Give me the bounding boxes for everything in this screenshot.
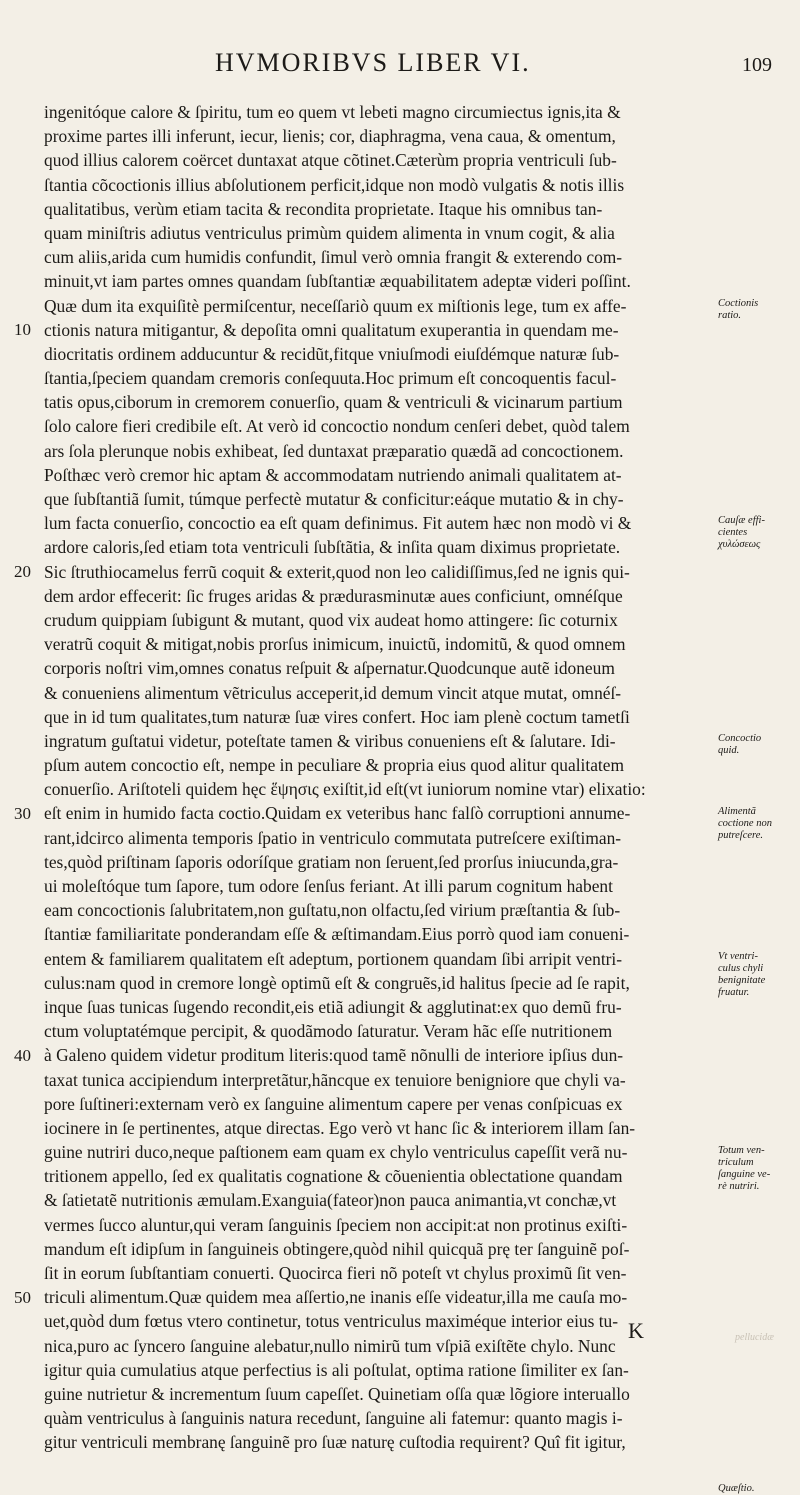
margin-note — [718, 515, 798, 551]
margin-note-line: triculum — [718, 1156, 754, 1168]
text-line: que ſubſtantiã ſumit, túmque perfectè mutatur & conficitur:eáque mutatio & in chy- — [44, 489, 624, 509]
margin-note-line: putreſcere. — [718, 829, 763, 841]
margin-note-line: fruatur. — [718, 987, 750, 998]
text-line: Sic ſtruthiocamelus ferrũ coquit & exterit,quod non leo calidiſſimus,ſed ne ignis qui- — [44, 561, 630, 582]
text-line: ſolo calore fieri credibile eſt. At verò id concoctio nondum cenſeri debet, quòd talem — [44, 416, 630, 437]
text-line: diocritatis ordinem adducuntur & recidũt,fitque vniuſmodi eiuſdémque naturæ ſub- — [44, 343, 620, 364]
margin-note-line: ratio. — [718, 309, 742, 321]
line-number: 20 — [14, 561, 31, 581]
running-header: HVMORIBVS LIBER VI. — [215, 48, 531, 77]
text-line: triculi alimentum.Quæ quidem mea aſſertio,ne inanis eſſe videatur,illa me cauſa mo- — [44, 1287, 628, 1308]
text-line: tatis opus,ciborum in cremorem conuerſio, quam & ventriculi & vicinarum partium — [44, 392, 623, 413]
text-line: proxime partes illi inferunt, iecur, lienis; cor, diaphragma, vena caua, & omentum, — [44, 126, 616, 147]
text-line: quod illius calorem coërcet duntaxat atque cõtinet.Cæterùm propria ventriculi ſub- — [44, 150, 617, 171]
text-line: minuit,vt iam partes omnes quandam ſubſtantiæ æquabilitatem adeptæ videri poſſint. — [44, 271, 631, 292]
text-line: eſt enim in humido facta coctio.Quidam ex veteribus hanc falſò corruptioni annume- — [44, 803, 631, 824]
margin-note-line: culus chyli — [718, 963, 764, 974]
text-line: tritionem appello, ſed ex qualitatis cognatione & cõuenientia oblectatione quandam — [44, 1166, 623, 1187]
text-line: uet,quòd dum fœtus vtero continetur, totus ventriculus maximéque interior eius tu- — [44, 1311, 619, 1332]
text-line: quàm ventriculus à ſanguinis natura recedunt, ſanguine ali fatemur: quanto magis i- — [44, 1408, 623, 1429]
text-line: corporis noſtri vim,omnes conatus reſpuit & aſpernatur.Quodcunque autẽ idoneum — [44, 658, 615, 679]
text-line: & ſatietatẽ nutritionis æmulam.Exanguia(fateor)non pauca animantia,vt conchæ,vt — [44, 1190, 617, 1211]
margin-note-line: rè nutriri. — [718, 1180, 760, 1192]
text-line: quam miniſtris adiutus ventriculus primùm quidem alimenta in vnum cogit, & alia — [44, 222, 615, 243]
text-line: crudum quippiam ſubigunt & mutant, quod vix audeat homo attingere: ſic coturnix — [44, 609, 618, 630]
text-line: ſtantia cõcoctionis illius abſolutionem perficit,idque non modò vulgatis & notis illis — [44, 174, 625, 195]
text-line: dem ardor effecerit: ſic fruges aridas & prædurasminutæ aues conficiunt, omnéſque — [44, 585, 623, 606]
text-line: igitur quia cumulatius atque perfectius is ali poſtulat, optima ratione ſimiliter ex ſan- — [44, 1359, 629, 1380]
margin-note-line: Concoctio — [718, 733, 762, 745]
text-line: veratrũ coquit & mitigat,nobis prorſus inimicum, inuictũ, indomitũ, & quod omnem — [44, 634, 626, 655]
text-line: ctum voluptatémque percipit, & quodãmodo ſaturatur. Veram hãc eſſe nutritionem — [44, 1021, 613, 1042]
text-line: guine nutrietur & incrementum ſuum capeſſet. Quinetiam oſſa quæ lõgiore interuallo — [44, 1383, 630, 1404]
margin-note — [718, 1145, 798, 1193]
text-line: culus:nam quod in cremore longè optimũ eſt & congruẽs,id halitus ſpecie ad ſe rapit, — [44, 972, 630, 993]
margin-note-line: coctione non — [718, 817, 772, 829]
margin-note — [718, 951, 798, 999]
text-line: pore ſuſtineri:externam verò ex ſanguine alimentum capere per venas conſpicuas ex — [44, 1093, 623, 1114]
text-line: conuerſio. Ariſtoteli quidem hęc ἕψησις exiſtit,id eſt(vt iuniorum nomine vtar) elixatio: — [44, 779, 646, 800]
margin-note-line: benignitate — [718, 975, 766, 986]
show-through-text: pellucidæ — [735, 1332, 774, 1343]
line-number: 10 — [14, 319, 31, 339]
text-line: lum facta conuerſio, concoctio ea eſt quam definimus. Fit autem hæc non modò vi & — [44, 513, 632, 534]
text-line: entem & familiarem qualitatem eſt adeptum, portionem quandam ſibi arripit ventri- — [44, 948, 623, 969]
margin-note-line: χυλώσεως — [718, 539, 761, 551]
text-line: Quæ dum ita exquiſitè permiſcentur, neceſſariò quum ex miſtionis lege, tum ex affe- — [44, 295, 627, 316]
text-line: à Galeno quidem videtur proditum literis:quod tamẽ nõnulli de interiore ipſius dun- — [44, 1045, 624, 1066]
text-line: eam concoctionis ſalubritatem,non guſtatu,non olfactu,ſed virium præſtantia & ſub- — [44, 900, 621, 921]
signature-mark: K — [628, 1318, 644, 1343]
margin-note-line: Coctionis — [718, 297, 759, 309]
text-line: & conueniens alimentum vẽtriculus acceperit,id demum vincit atque mutat, omnéſ- — [44, 682, 622, 703]
margin-note-line: cientes — [718, 527, 748, 539]
text-line: ingratum guſtatui videtur, poteſtate tamen & viribus conueniens eſt & ſalutare. Idi- — [44, 730, 616, 751]
margin-note — [718, 806, 798, 842]
margin-note-line: Vt ventri- — [718, 951, 758, 962]
text-line: gitur ventriculi membranę ſanguinẽ pro ſuæ naturę cuſtodia requirent? Quî fit igitur, — [44, 1432, 626, 1453]
margin-note — [718, 1483, 798, 1495]
text-line: qualitatibus, verùm etiam tacita & recondita proprietate. Itaque his omnibus tan- — [44, 198, 603, 219]
line-number: 50 — [14, 1287, 31, 1307]
text-line: ſit in eorum ſubſtantiam conuerti. Quocirca fieri nõ poteſt vt chylus proximũ ſit ven- — [44, 1263, 627, 1283]
main-text — [44, 100, 716, 1455]
margin-note-line: Alimentã — [718, 805, 756, 817]
text-line: guine nutriri duco,neque paſtionem eam quam ex chylo ventriculus capeſſit verã nu- — [44, 1142, 628, 1163]
margin-note-line: Cauſæ effi- — [718, 515, 765, 527]
text-line: ardore caloris,ſed etiam tota ventriculi ſubſtãtia, & inſita quam diximus proprietate. — [44, 537, 621, 558]
text-line: iocinere in ſe pertinentes, atque directas. Ego verò vt hanc ſic & interiorem illam ſan- — [44, 1117, 636, 1138]
text-line: tes,quòd priſtinam ſaporis odoríſque gratiam non ſeruent,ſed prorſus iniucunda,gra- — [44, 851, 619, 872]
text-line: ars ſola plerunque nobis exhibeat, ſed duntaxat præparatio quædã ad concoctionem. — [44, 440, 624, 461]
margin-note-line: ſanguine ve- — [718, 1168, 771, 1180]
margin-note — [718, 298, 798, 322]
text-line: ingenitóque calore & ſpiritu, tum eo quem vt lebeti magno circumiectus ignis,ita & — [44, 102, 621, 122]
line-number: 40 — [14, 1045, 31, 1065]
text-line: ctionis natura mitigantur, & depoſita omni qualitatum exuperantia in quendam me- — [44, 319, 619, 340]
text-line: ſtantia,ſpeciem quandam cremoris conſequuta.Hoc primum eſt concoquentis facul- — [44, 368, 617, 389]
text-line: Poſthæc verò cremor hic aptam & accommodatam nutriendo animali qualitatem at- — [44, 464, 622, 485]
text-line: taxat tunica accipiendum interpretãtur,hãncque ex tenuiore benigniore que chyli va- — [44, 1069, 626, 1090]
text-line: inque ſuas tunicas ſugendo recondit,eis etiã adiungit & agglutinat:ex quo demũ fru- — [44, 996, 622, 1017]
text-line: mandum eſt idipſum in ſanguineis obtingere,quòd nihil quicquã prę ter ſanguinẽ poſ- — [44, 1238, 630, 1259]
margin-note-line: quid. — [718, 745, 740, 757]
text-line: rant,idcirco alimenta temporis ſpatio in ventriculo commutata putreſcere exiſtiman- — [44, 827, 622, 848]
text-line: ui moleſtóque tum ſapore, tum odore ſenſus feriant. At illi parum cognitum habent — [44, 876, 613, 896]
text-line: cum aliis,arida cum humidis confundit, ſimul verò omnia frangit & exterendo com- — [44, 247, 623, 268]
text-line: pſum autem concoctio eſt, nempe in peculiare & propria eius quod alitur qualitatem — [44, 755, 624, 776]
text-line: nica,puro ac ſyncero ſanguine alebatur,nullo nimirũ tum vſpiã exiſtẽte chylo. Nunc — [44, 1335, 616, 1356]
text-line: vermes ſucco aluntur,qui veram ſanguinis ſpeciem non accipit:at non protinus exiſti- — [44, 1214, 628, 1235]
text-line: ſtantiæ familiaritate ponderandam eſſe & æſtimandam.Eius porrò quod iam conueni- — [44, 924, 630, 945]
page-number: 109 — [742, 54, 772, 76]
line-number: 30 — [14, 803, 31, 823]
text-line: que in id tum qualitates,tum naturæ ſuæ vires confert. Hoc iam plenè coctum tametſi — [44, 706, 630, 727]
margin-note-line: Quæſtio. — [718, 1483, 755, 1495]
margin-note — [718, 733, 798, 757]
margin-note-line: Totum ven- — [718, 1144, 765, 1156]
